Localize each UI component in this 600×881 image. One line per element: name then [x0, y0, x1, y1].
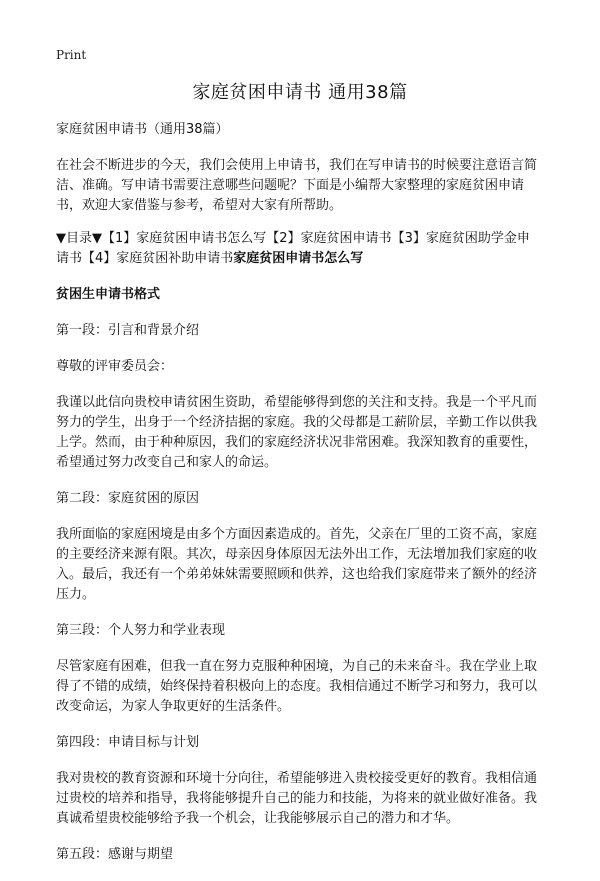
print-link[interactable]: Print — [56, 48, 87, 62]
paragraph-3: 尽管家庭有困难，但我一直在努力克服种种困境，为自己的未来奋斗。我在学业上取得了不错的成绩，始终保持着积极向上的态度。我相信通过不断学习和努力，我可以改变命运，为家人争取更好的生活条件。 — [56, 659, 538, 714]
section-heading: 贫困生申请书格式 — [56, 287, 161, 302]
toc-item-3[interactable]: 【3】家庭贫困助学金申请书 — [56, 231, 530, 266]
stage-heading-2: 第二段：家庭贫困的原因 — [56, 491, 200, 506]
toc-item-4[interactable]: 【4】家庭贫困补助申请书 — [82, 251, 234, 266]
paragraph-4: 我对贵校的教育资源和环境十分向往，希望能够进入贵校接受更好的教育。我相信通过贵校的培养和指导，我将能够提升自己的能力和技能，为将来的就业做好准备。我真诚希望贵校能够给予我一个机会，让我能够展示自己的潜力和才华。 — [56, 771, 538, 826]
stage-heading-3: 第三段：个人努力和学业表现 — [56, 623, 226, 638]
stage-heading-4: 第四段：申请目标与计划 — [56, 735, 200, 750]
document-body — [56, 120, 542, 881]
intro-paragraph: 在社会不断进步的今天，我们会使用上申请书，我们在写申请书的时候要注意语言简洁、准确。写申请书需要注意哪些问题呢？下面是小编帮大家整理的家庭贫困申请书，欢迎大家借鉴与参考，希望对大家有所帮助。 — [56, 158, 538, 213]
toc-item-1[interactable]: 【1】家庭贫困申请书怎么写 — [102, 231, 267, 246]
stage-heading-5: 第五段：感谢与期望 — [56, 847, 174, 862]
document-subtitle: 家庭贫困申请书（通用38篇） — [56, 122, 229, 137]
salutation: 尊敬的评审委员会： — [56, 359, 174, 374]
paragraph-1: 我谨以此信向贵校申请贫困生资助，希望能够得到您的关注和支持。我是一个平凡而努力的学生，出身于一个经济拮据的家庭。我的父母都是工薪阶层，辛勤工作以供我上学。然而，由于种种原因，我们的家庭经济状况非常困难。我深知教育的重要性，希望通过努力改变自己和家人的命运。 — [56, 395, 538, 470]
paragraph-2: 我所面临的家庭困境是由多个方面因素造成的。首先，父亲在厂里的工资不高，家庭的主要经济来源有限。其次，母亲因身体原因无法外出工作，无法增加我们家庭的收入。最后，我还有一个弟弟妹妹需要照顾和供养，这也给我们家庭带来了额外的经济压力。 — [56, 527, 538, 602]
toc-item-2[interactable]: 【2】家庭贫困申请书 — [266, 231, 392, 246]
page-title: 家庭贫困申请书 通用38篇 — [192, 82, 408, 103]
toc-prefix: ▼目录▼ — [56, 231, 102, 246]
toc-heading: 家庭贫困申请书怎么写 — [233, 251, 364, 266]
stage-heading-1: 第一段：引言和背景介绍 — [56, 323, 200, 338]
table-of-contents — [56, 229, 542, 269]
